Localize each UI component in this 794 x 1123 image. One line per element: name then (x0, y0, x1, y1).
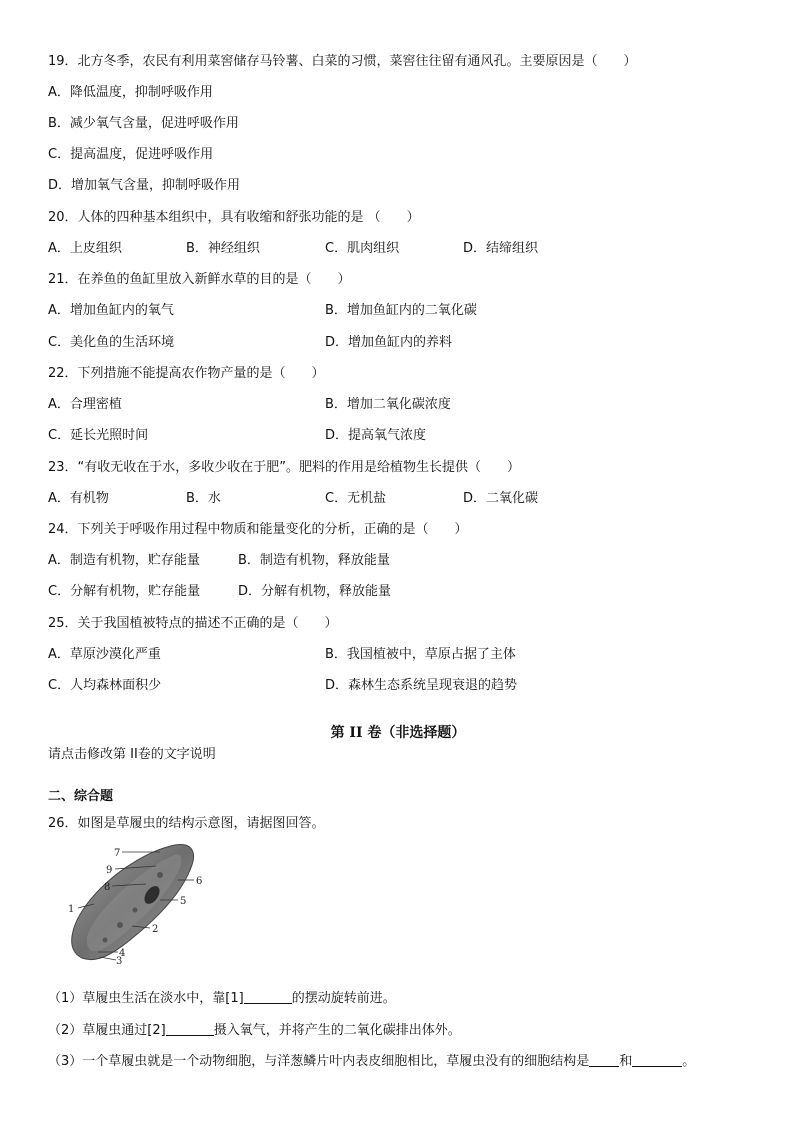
q26-sub2-suffix: 摄入氧气，并将产生的二氧化碳排出体外。 (213, 1023, 461, 1038)
q26-sub1-prefix: （1）草履虫生活在淡水中，靠[1] (48, 991, 244, 1006)
question-24-stem: 24．下列关于呼吸作用过程中物质和能量变化的分析，正确的是（ ） (48, 522, 468, 537)
q20-option-d: D．结缔组织 (463, 241, 539, 256)
question-25-stem: 25．关于我国植被特点的描述不正确的是（ ） (48, 616, 338, 631)
paramecium-diagram (60, 840, 230, 970)
question-23-stem: 23．“有收无收在于水，多收少收在于肥”。肥料的作用是给植物生长提供（ ） (48, 460, 521, 475)
q26-sub1 (48, 989, 396, 1009)
diagram-label-7: 7 (114, 848, 121, 859)
q20-option-c: C．肌肉组织 (325, 241, 400, 256)
q22-option-a: A．合理密植 (48, 397, 122, 412)
q21-option-a: A．增加鱼缸内的氧气 (48, 303, 174, 318)
q19-option-a: A．降低温度，抑制呼吸作用 (48, 85, 213, 100)
diagram-label-9: 9 (106, 865, 113, 876)
q24-option-a: A．制造有机物，贮存能量 (48, 553, 200, 568)
q24-option-d: D．分解有机物，释放能量 (238, 584, 392, 599)
q26-sub3-prefix: （3）一个草履虫就是一个动物细胞，与洋葱鳞片叶内表皮细胞相比，草履虫没有的细胞结构是 (48, 1054, 590, 1069)
part-2-note[interactable]: 请点击修改第 II卷的文字说明 (48, 747, 216, 762)
diagram-label-4: 4 (119, 948, 126, 959)
diagram-label-5: 5 (180, 896, 187, 907)
q21-option-c: C．美化鱼的生活环境 (48, 335, 175, 350)
q23-option-c: C．无机盐 (325, 491, 387, 506)
q26-sub3-blank-1[interactable] (589, 1052, 619, 1067)
q25-option-c: C．人均森林面积少 (48, 678, 162, 693)
diagram-label-1: 1 (68, 904, 75, 915)
q26-sub2-prefix: （2）草履虫通过[2] (48, 1023, 166, 1038)
q25-option-d: D．森林生态系统呈现衰退的趋势 (325, 678, 518, 693)
question-26-stem: 26．如图是草履虫的结构示意图，请据图回答。 (48, 816, 325, 831)
q24-option-c: C．分解有机物，贮存能量 (48, 584, 201, 599)
q26-sub2-blank[interactable] (166, 1021, 214, 1036)
q19-option-c: C．提高温度，促进呼吸作用 (48, 147, 214, 162)
diagram-label-6: 6 (196, 876, 203, 887)
question-19-stem: 19．北方冬季，农民有利用菜窖储存马铃薯、白菜的习惯，菜窖往往留有通风孔。主要原因是（ ） (48, 54, 637, 69)
q20-option-b: B．神经组织 (186, 241, 260, 256)
q26-sub2 (48, 1021, 461, 1041)
q23-option-d: D．二氧化碳 (463, 491, 539, 506)
q22-option-b: B．增加二氧化碳浓度 (325, 397, 451, 412)
q21-option-b: B．增加鱼缸内的二氧化碳 (325, 303, 477, 318)
diagram-label-8: 8 (104, 882, 111, 893)
q26-sub3-end: 。 (682, 1054, 696, 1069)
q23-option-b: B．水 (186, 491, 221, 506)
q26-sub1-suffix: 的摆动旋转前进。 (291, 991, 396, 1006)
question-22-stem: 22．下列措施不能提高农作物产量的是（ ） (48, 366, 325, 381)
question-21-stem: 21．在养鱼的鱼缸里放入新鲜水草的目的是（ ） (48, 272, 351, 287)
q24-option-b: B．制造有机物，释放能量 (238, 553, 390, 568)
q26-sub3-and: 和 (619, 1054, 633, 1069)
q25-option-b: B．我国植被中，草原占据了主体 (325, 647, 516, 662)
q23-option-a: A．有机物 (48, 491, 109, 506)
q21-option-d: D．增加鱼缸内的养料 (325, 335, 453, 350)
q26-sub1-blank[interactable] (244, 989, 292, 1004)
q26-sub3 (48, 1052, 695, 1072)
part-2-title: 第 II 卷（非选择题） (330, 725, 466, 741)
question-20-stem: 20．人体的四种基本组织中，具有收缩和舒张功能的是 （ ） (48, 210, 420, 225)
diagram-label-3: 3 (116, 956, 123, 967)
q26-sub3-blank-2[interactable] (632, 1052, 682, 1067)
q22-option-c: C．延长光照时间 (48, 428, 149, 443)
section-heading: 二、综合题 (48, 789, 114, 804)
diagram-label-2: 2 (152, 924, 159, 935)
q19-option-b: B．减少氧气含量，促进呼吸作用 (48, 116, 239, 131)
q22-option-d: D．提高氧气浓度 (325, 428, 427, 443)
q19-option-d: D．增加氧气含量，抑制呼吸作用 (48, 178, 241, 193)
q20-option-a: A．上皮组织 (48, 241, 122, 256)
q25-option-a: A．草原沙漠化严重 (48, 647, 161, 662)
